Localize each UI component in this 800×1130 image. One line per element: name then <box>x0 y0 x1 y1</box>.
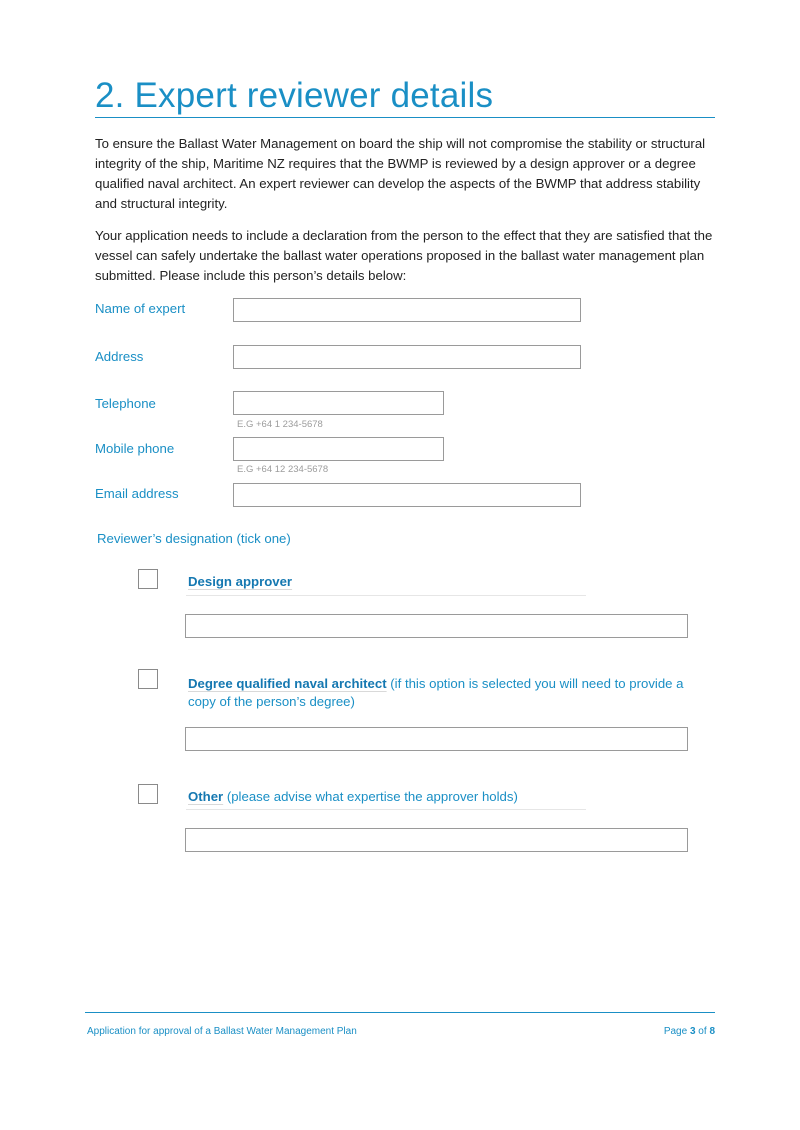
page-prefix: Page <box>663 1026 690 1037</box>
naval-architect-checkbox[interactable] <box>138 669 158 689</box>
designation-label: Reviewer’s designation (tick one) <box>97 531 291 546</box>
name-of-expert-input[interactable] <box>233 298 581 322</box>
title-underline <box>95 117 715 118</box>
naval-architect-details-input[interactable] <box>185 727 688 751</box>
other-option-text <box>188 788 698 806</box>
page-number <box>664 1026 715 1037</box>
address-label: Address <box>95 349 144 364</box>
mobile-phone-input[interactable] <box>233 437 444 461</box>
naval-architect-title: Degree qualified naval architect <box>188 676 387 691</box>
naval-architect-option-text <box>188 675 698 711</box>
design-approver-checkbox[interactable] <box>138 569 158 589</box>
telephone-label: Telephone <box>95 396 156 411</box>
mobile-phone-hint: E.G +64 12 234-5678 <box>237 464 329 475</box>
design-approver-title: Design approver <box>188 574 293 589</box>
mobile-phone-label: Mobile phone <box>95 441 175 456</box>
page-total: 8 <box>709 1026 715 1037</box>
intro-paragraph-2: Your application needs to include a declaration from the person to the effect that they are satisfied that the vessel can safely undertake the ballast water operations proposed in the ballast water management plan submitted. Please include this person’s details below: <box>95 228 713 283</box>
telephone-hint: E.G +64 1 234-5678 <box>237 419 323 430</box>
design-approver-details-input[interactable] <box>185 614 688 638</box>
other-note: (please advise what expertise the approver holds) <box>223 789 518 804</box>
option-divider <box>186 809 586 810</box>
footer-divider <box>85 1012 715 1013</box>
page-title: 2. Expert reviewer details <box>95 76 494 115</box>
intro-paragraph-1: To ensure the Ballast Water Management on board the ship will not compromise the stability or structural integrity of the ship, Maritime NZ requires that the BWMP is reviewed by a design approver or a degree qualified naval architect. An expert reviewer can develop the aspects of the BWMP that address stability and structural integrity. <box>95 136 706 211</box>
naval-architect-note: (if this option is selected you will need to provide a copy of the person’s degree) <box>188 676 684 709</box>
design-approver-option-text <box>188 573 698 591</box>
other-checkbox[interactable] <box>138 784 158 804</box>
footer-document-title: Application for approval of a Ballast Water Management Plan <box>87 1026 357 1037</box>
page-current: 3 <box>689 1026 696 1037</box>
email-address-label: Email address <box>95 486 179 501</box>
other-title: Other <box>188 789 224 804</box>
other-details-input[interactable] <box>185 828 688 852</box>
name-of-expert-label: Name of expert <box>95 301 186 316</box>
email-address-input[interactable] <box>233 483 581 507</box>
option-divider <box>186 595 586 596</box>
address-input[interactable] <box>233 345 581 369</box>
page-of: of <box>695 1026 710 1037</box>
telephone-input[interactable] <box>233 391 444 415</box>
